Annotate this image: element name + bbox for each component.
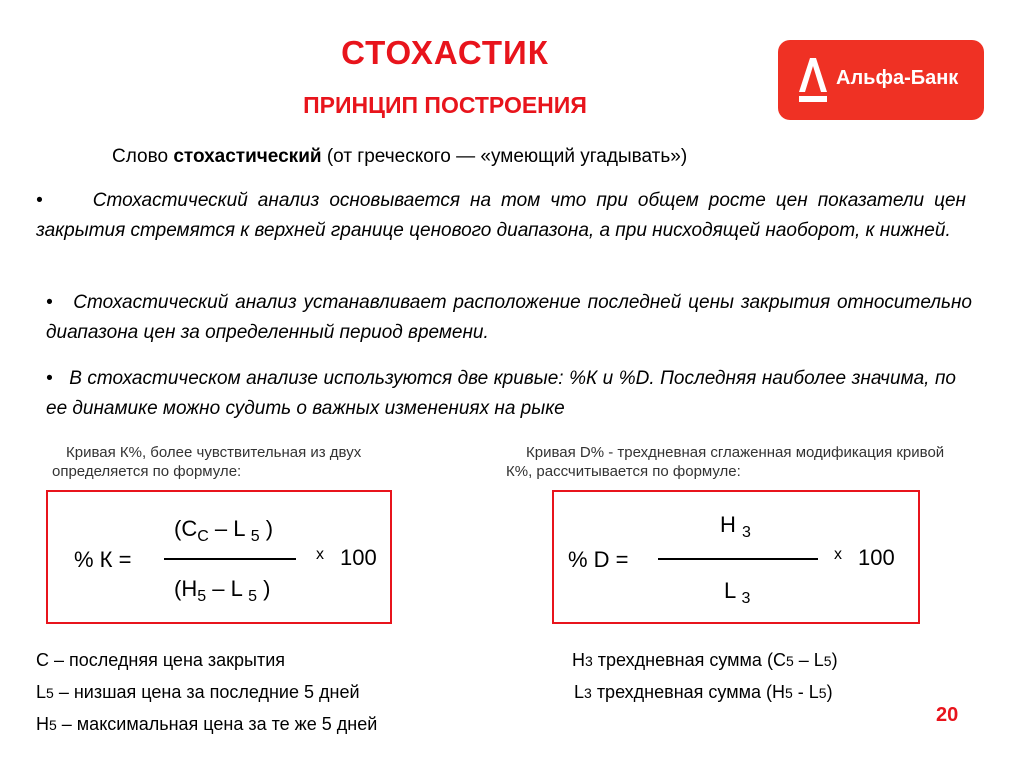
bullet-text-2: Стохастический анализ устанавливает расположение последней цены закрытия относительно диапазона цен за определенный период времени. xyxy=(46,292,972,343)
legend-h3 xyxy=(572,650,838,671)
formula-d-lhs: % D = xyxy=(568,547,629,572)
formula-d-num: H xyxy=(720,512,742,537)
logo-text: Альфа-Банк xyxy=(836,67,959,89)
note-k: Кривая К%, более чувствительная из двух определяется по формуле: xyxy=(52,444,362,480)
formula-k-times: х xyxy=(316,546,324,563)
formula-k-box xyxy=(46,490,392,624)
formula-k-den-open: (H xyxy=(174,576,198,601)
formula-d-numerator xyxy=(720,512,751,541)
legend-h5 xyxy=(36,714,377,735)
formula-k-num-open-sub: С xyxy=(197,528,209,545)
formula-k-den-open-sub: 5 xyxy=(197,588,207,605)
slide-subtitle: ПРИНЦИП ПОСТРОЕНИЯ xyxy=(303,92,587,118)
formula-k-den-sub: 5 xyxy=(248,588,258,605)
intro-after: (от греческого — «умеющий угадывать») xyxy=(321,146,688,167)
legend-l3-t1: трехдневная сумма (H xyxy=(591,682,785,702)
formula-k-fraction-line xyxy=(164,558,296,560)
slide-title: СТОХАСТИК xyxy=(341,34,549,71)
legend-h3-sub: 3 xyxy=(585,653,593,669)
bullet-mark: • xyxy=(46,292,53,313)
bullet-paragraph-1 xyxy=(36,186,966,246)
legend-l3-t2: - L xyxy=(792,682,819,702)
formula-d-den: L xyxy=(724,578,742,603)
formula-d-denominator xyxy=(724,578,751,607)
alfa-bank-logo xyxy=(778,40,984,120)
formula-k-num-mid: – L xyxy=(208,516,251,541)
legend-l3-sub: 3 xyxy=(584,685,592,701)
legend-l5-text: – низшая цена за последние 5 дней xyxy=(53,682,360,702)
bullet-text-1: Стохастический анализ основывается на том что при общем росте цен показатели цен закрытия стремятся к верхней границе ценового диапазона, а при нисходящей наоборот, к нижней. xyxy=(36,190,966,241)
legend-h3-t3: ) xyxy=(831,650,838,670)
legend-h3-t1: трехдневная сумма (С xyxy=(592,650,786,670)
formula-d-times: х xyxy=(834,546,842,563)
legend-h3-symbol: H xyxy=(572,650,585,670)
formula-k-denominator xyxy=(174,576,271,605)
intro-line xyxy=(112,146,687,168)
formula-k-num-sub: 5 xyxy=(250,528,260,545)
formula-d-factor: 100 xyxy=(858,545,895,570)
legend-l5 xyxy=(36,682,360,703)
bullet-mark: • xyxy=(36,190,43,211)
alfa-bank-a-icon xyxy=(796,54,830,104)
formula-k-den-close: ) xyxy=(257,576,271,601)
formula-k-numerator xyxy=(174,516,274,545)
formula-d-fraction-line xyxy=(658,558,818,560)
formula-k-lhs: % К = xyxy=(74,547,132,572)
formula-d-box xyxy=(552,490,920,624)
legend-h3-s2: 5 xyxy=(823,653,832,669)
formula-k-num-open: (С xyxy=(174,516,198,541)
formula-d-den-sub: 3 xyxy=(741,590,751,607)
formula-k-den-mid: – L xyxy=(206,576,249,601)
intro-bold-word: стохастический xyxy=(173,146,322,167)
bullet-paragraph-2 xyxy=(46,288,972,348)
note-d: Кривая D% - трехдневная сглаженная модификация кривой К%, рассчитывается по формуле: xyxy=(506,444,945,480)
legend-h5-sub: 5 xyxy=(49,717,57,733)
legend-l3-t3: ) xyxy=(826,682,833,702)
formula-k-num-close: ) xyxy=(259,516,274,541)
bullet-mark: • xyxy=(46,368,53,389)
legend-l5-symbol: L xyxy=(36,682,47,702)
bullet-text-3: В стохастическом анализе используются две кривые: %К и %D. Последняя наиболее значима, по ее динамике можно судить о важных изменениях на рыке xyxy=(46,368,956,419)
legend-l3-s2: 5 xyxy=(818,685,827,701)
legend-h5-text: – максимальная цена за те же 5 дней xyxy=(56,714,378,734)
legend-c-symbol: С xyxy=(36,650,49,670)
intro-before: Слово xyxy=(112,146,174,167)
legend-h5-symbol: H xyxy=(36,714,49,734)
legend-l3-symbol: L xyxy=(574,682,585,702)
bullet-paragraph-3 xyxy=(46,364,956,424)
page-number: 20 xyxy=(936,704,959,726)
legend-l5-sub: 5 xyxy=(46,685,54,701)
legend-l3-s1: 5 xyxy=(784,685,793,701)
legend-h3-s1: 5 xyxy=(785,653,794,669)
legend-c-text: – последняя цена закрытия xyxy=(49,650,286,670)
legend-c xyxy=(36,650,285,671)
legend-h3-t2: – L xyxy=(793,650,824,670)
legend-l3 xyxy=(574,682,833,703)
formula-d-num-sub: 3 xyxy=(742,524,751,541)
formula-k-factor: 100 xyxy=(340,545,377,570)
